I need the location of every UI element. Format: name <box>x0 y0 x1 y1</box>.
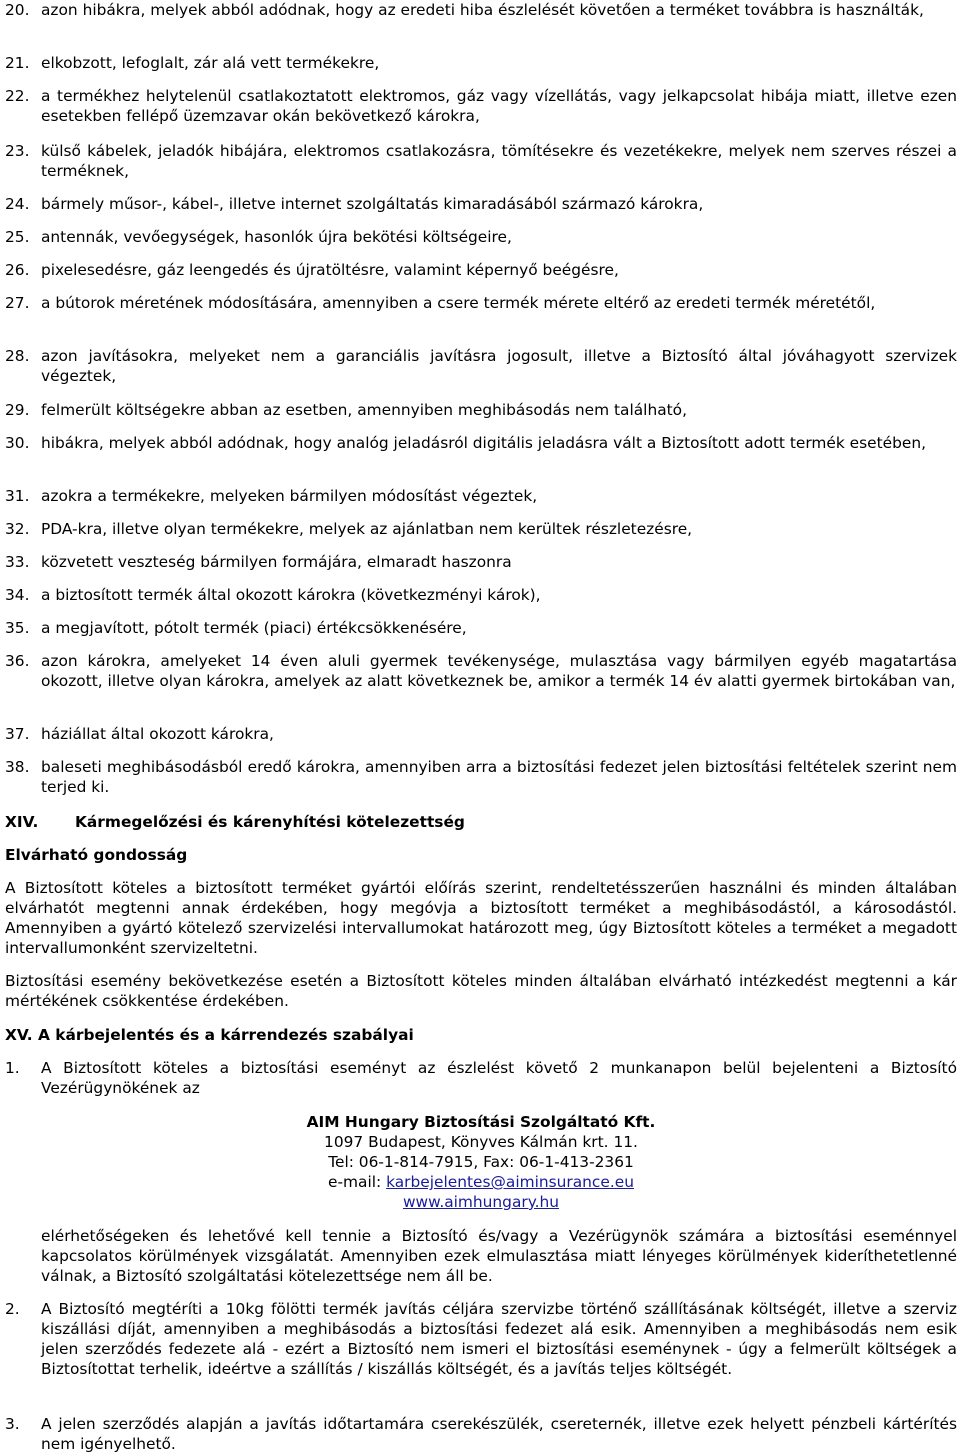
email-label: e-mail: <box>328 1173 387 1191</box>
item-number: 30. <box>5 434 30 452</box>
list-item <box>5 0 957 20</box>
item-number: 28. <box>5 347 30 365</box>
list-item <box>5 86 957 126</box>
item-number: 26. <box>5 261 30 279</box>
item-text: elkobzott, lefoglalt, zár alá vett termékekre, <box>41 54 380 72</box>
item-text: A Biztosító megtéríti a 10kg fölötti termék javítás céljára szervizbe történő szállításának költségét, illetve a szerviz kiszállási díját, amennyiben a meghibásodás a biztosítási fedezet alá esik. Amennyiben a meghibásodás nem esik jelen szerződés fedezete alá - ezért a Biztosító nem ismeri el biztosítási eseménynek - úgy a felmerült költségek a Biztosítottat terhelik, ideértve a szállítás / kiszállás költségét, és a javítás teljes költségét. <box>41 1300 957 1378</box>
item-text: közvetett veszteség bármilyen formájára, elmaradt haszonra <box>41 553 512 571</box>
phone-numbers: Tel: 06-1-814-7915, Fax: 06-1-413-2361 <box>328 1153 634 1171</box>
item-text: külső kábelek, jeladók hibájára, elektromos csatlakozásra, tömítésekre és vezetékekre, melyek nem szerves részei a terméknek, <box>41 142 957 180</box>
list-item <box>5 519 957 539</box>
list-item <box>5 346 957 386</box>
item-number: 22. <box>5 87 30 105</box>
item-text: azon károkra, amelyeket 14 éven aluli gyermek tevékenysége, mulasztása vagy bármilyen egyéb magatartása okozott, illetve olyan károkra, amelyek az alatt következnek be, amikor a termék 14 év alatti gyermek birtokában van, <box>41 652 957 690</box>
item-number: 24. <box>5 195 30 213</box>
item-number: 35. <box>5 619 30 637</box>
item-text: antennák, vevőegységek, hasonlók újra bekötési költségeire, <box>41 228 512 246</box>
list-item <box>5 53 957 73</box>
item-number: 2. <box>5 1300 20 1318</box>
subsection-heading: Elvárható gondosság <box>5 846 188 864</box>
company-name: AIM Hungary Biztosítási Szolgáltató Kft. <box>306 1113 656 1131</box>
item-text: a biztosított termék által okozott károkra (következményi károk), <box>41 586 541 604</box>
item-number: 21. <box>5 54 30 72</box>
list-item <box>5 1299 957 1379</box>
list-item <box>5 585 957 605</box>
list-item <box>5 1414 957 1454</box>
item-text: bármely műsor-, kábel-, illetve internet szolgáltatás kimaradásából származó károkra, <box>41 195 704 213</box>
list-item <box>5 1058 957 1098</box>
item-text: felmerült költségekre abban az esetben, amennyiben meghibásodás nem található, <box>41 401 687 419</box>
item-number: 29. <box>5 401 30 419</box>
item-text: pixelesedésre, gáz leengedés és újratöltésre, valamint képernyő beégésre, <box>41 261 619 279</box>
item-number: 27. <box>5 294 30 312</box>
item-text: PDA-kra, illetve olyan termékekre, melyek az ajánlatban nem kerültek részletezésre, <box>41 520 693 538</box>
item-text: azon javításokra, melyeket nem a garanciális javításra jogosult, illetve a Biztosító által jóváhagyott szervizek végeztek, <box>41 347 957 385</box>
item-text: háziállat által okozott károkra, <box>41 725 274 743</box>
section-heading <box>5 812 465 832</box>
item-number: 3. <box>5 1415 20 1433</box>
address: 1097 Budapest, Könyves Kálmán krt. 11. <box>324 1133 638 1151</box>
item-text: azokra a termékekre, melyeken bármilyen módosítást végeztek, <box>41 487 538 505</box>
email-link[interactable]: karbejelentes@aiminsurance.eu <box>386 1173 634 1191</box>
website-link[interactable]: www.aimhungary.hu <box>402 1193 560 1211</box>
item-text: elérhetőségeken és lehetővé kell tennie a Biztosító és/vagy a Vezérügynök számára a biztosítási eseménnyel kapcsolatos körülmények vizsgálatát. Amennyiben ezek elmulasztása miatt lényeges körülmények kideríthetetlenné válnak, a Biztosító szolgáltatási kötelezettsége nem áll be. <box>41 1227 957 1285</box>
paragraph: A Biztosított köteles a biztosított terméket gyártói előírás szerint, rendeltetésszerűen használni és minden általában elvárhatót megtenni annak érdekében, hogy megóvja a biztosított terméket a meghibásodástól, a károsodástól. Amennyiben a gyártó kötelező szervizelési intervallumokat határozott meg, úgy Biztosított köteles a terméket a megadott intervallumonként szervizeltetni. <box>5 879 957 957</box>
list-item <box>5 552 957 572</box>
list-item <box>5 724 957 744</box>
item-number: 38. <box>5 758 30 776</box>
list-item <box>5 194 957 214</box>
section-heading: XV. A kárbejelentés és a kárrendezés szabályai <box>5 1026 414 1044</box>
section-title: Kármegelőzési és kárenyhítési kötelezettség <box>75 813 465 831</box>
list-item <box>5 227 957 247</box>
item-number: 36. <box>5 652 30 670</box>
item-text: a termékhez helytelenül csatlakoztatott elektromos, gáz vagy vízellátás, vagy jelkapcsolat hibája miatt, illetve ezen esetekben fellépő üzemzavar okán bekövetkező károkra, <box>41 87 957 125</box>
email-line <box>41 1172 921 1192</box>
item-text: azon hibákra, melyek abból adódnak, hogy az eredeti hiba észlelését követően a terméket továbbra is használták, <box>41 1 924 19</box>
list-item <box>5 433 957 453</box>
item-text: A Biztosított köteles a biztosítási eseményt az észlelést követő 2 munkanapon belül bejelenteni a Biztosító Vezérügynökének az <box>41 1059 957 1097</box>
contact-block <box>41 1112 921 1212</box>
item-text: a bútorok méretének módosítására, amennyiben a csere termék mérete eltérő az eredeti termék méretétől, <box>41 294 876 312</box>
list-item <box>5 141 957 181</box>
item-text: a megjavított, pótolt termék (piaci) értékcsökkenésére, <box>41 619 467 637</box>
item-number: 20. <box>5 1 30 19</box>
item-text: baleseti meghibásodásból eredő károkra, amennyiben arra a biztosítási fedezet jelen biztosítási feltételek szerint nem terjed ki. <box>41 758 957 796</box>
list-item <box>5 757 957 797</box>
item-text: A jelen szerződés alapján a javítás időtartamára cserekészülék, csereternék, illetve ezek helyett pénzbeli kártérítés nem igényelhető. <box>41 1415 957 1453</box>
item-number: 25. <box>5 228 30 246</box>
item-number: 23. <box>5 142 30 160</box>
list-item <box>5 651 957 691</box>
list-item <box>5 260 957 280</box>
list-item <box>5 486 957 506</box>
list-item-continuation <box>5 1226 957 1286</box>
list-item <box>5 400 957 420</box>
list-item <box>5 618 957 638</box>
item-number: 37. <box>5 725 30 743</box>
item-number: 31. <box>5 487 30 505</box>
list-item <box>5 293 957 313</box>
item-number: 1. <box>5 1059 20 1077</box>
item-number: 33. <box>5 553 30 571</box>
item-number: 34. <box>5 586 30 604</box>
item-text: hibákra, melyek abból adódnak, hogy analóg jeladásról digitális jeladásra vált a Biztosított adott termék esetében, <box>41 434 927 452</box>
item-number: 32. <box>5 520 30 538</box>
section-number: XIV. <box>5 813 39 831</box>
paragraph: Biztosítási esemény bekövetkezése esetén a Biztosított köteles minden általában elvárható intézkedést megtenni a kár mértékének csökkentése érdekében. <box>5 972 957 1010</box>
